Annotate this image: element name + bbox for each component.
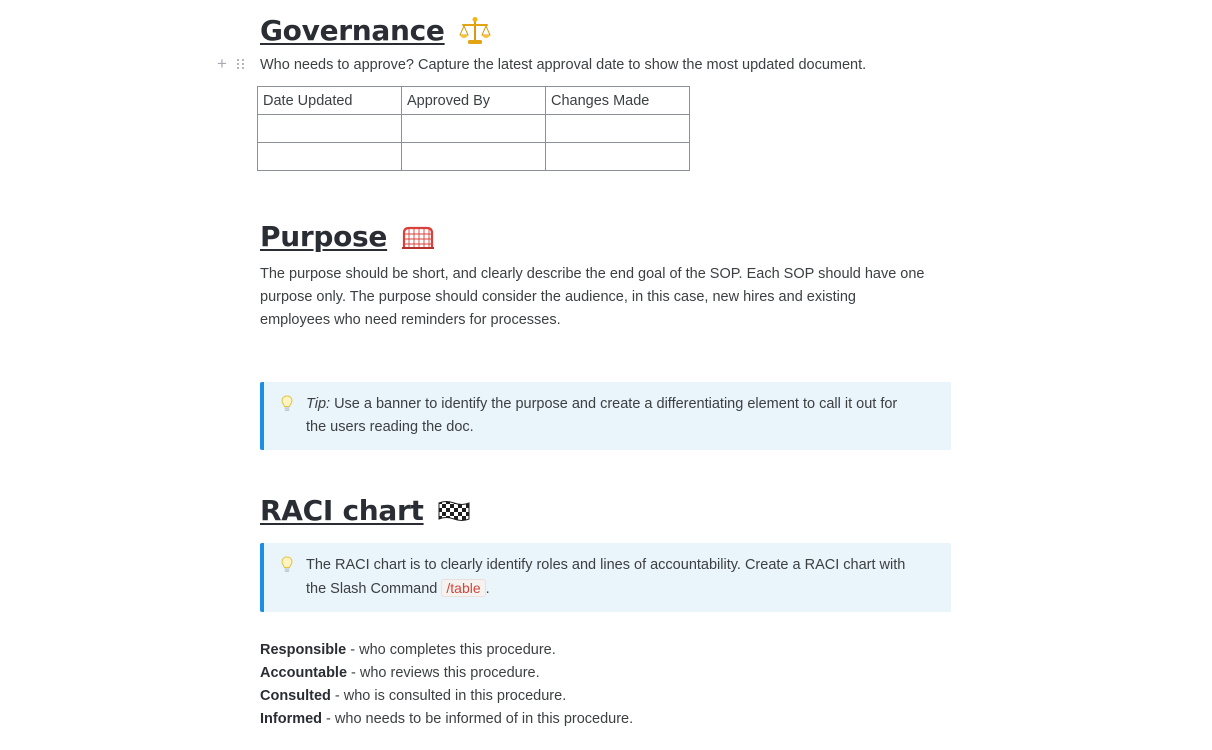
raci-term: Informed [260,711,323,727]
table-cell[interactable] [546,115,690,143]
purpose-title: Purpose [260,220,388,253]
checkered-flag-icon [438,500,470,522]
table-cell[interactable] [402,115,546,143]
governance-table [257,86,690,171]
table-header-cell[interactable]: Changes Made [546,87,690,115]
raci-desc: - who needs to be informed of in this procedure. [322,711,634,727]
balance-scale-icon [459,16,491,46]
tip-text: Use a banner to identify the purpose and create a differentiating element to call it out for [334,396,898,412]
drag-handle-icon[interactable] [237,59,245,69]
table-cell[interactable] [258,115,402,143]
raci-heading [260,494,470,527]
add-block-icon[interactable]: + [217,54,227,73]
table-header-cell[interactable]: Approved By [402,87,546,115]
table-cell[interactable] [546,143,690,171]
raci-title: RACI chart [260,494,424,527]
raci-desc: - who is consulted in this procedure. [330,688,567,704]
callout-text: . [485,581,490,597]
raci-desc: - who completes this procedure. [346,642,556,658]
table-row [258,115,690,143]
table-header-cell[interactable]: Date Updated [258,87,402,115]
raci-term: Responsible [260,642,347,658]
table-row [258,143,690,171]
purpose-line: employees who need reminders for processes. [260,312,561,328]
governance-heading [260,14,491,47]
tip-text: the users reading the doc. [306,419,474,435]
purpose-line: purpose only. The purpose should consider the audience, in this case, new hires and existing [260,289,856,305]
raci-item [260,662,633,685]
lightbulb-icon [281,395,293,413]
tip-prefix: Tip: [306,396,331,412]
purpose-heading [260,220,435,253]
purpose-description[interactable] [260,263,925,332]
raci-item [260,639,633,662]
raci-desc: - who reviews this procedure. [347,665,540,681]
raci-item [260,708,633,731]
purpose-tip-callout[interactable] [260,382,951,450]
table-header-row [258,87,690,115]
block-handle [217,55,245,72]
table-cell[interactable] [258,143,402,171]
governance-title: Governance [260,14,445,47]
raci-callout[interactable] [260,543,951,612]
callout-text: the Slash Command [306,581,438,597]
raci-item [260,685,633,708]
table-cell[interactable] [402,143,546,171]
purpose-line: The purpose should be short, and clearly describe the end goal of the SOP. Each SOP should have one [260,266,925,282]
callout-text: The RACI chart is to clearly identify roles and lines of accountability. Create a RACI chart with [306,557,906,573]
raci-term: Accountable [260,665,348,681]
raci-term: Consulted [260,688,331,704]
lightbulb-icon [281,556,293,574]
slash-command-code: /table [441,579,485,597]
governance-description[interactable]: Who needs to approve? Capture the latest approval date to show the most updated document. [260,57,867,73]
goal-net-icon [401,224,435,250]
raci-definitions[interactable] [260,639,633,731]
